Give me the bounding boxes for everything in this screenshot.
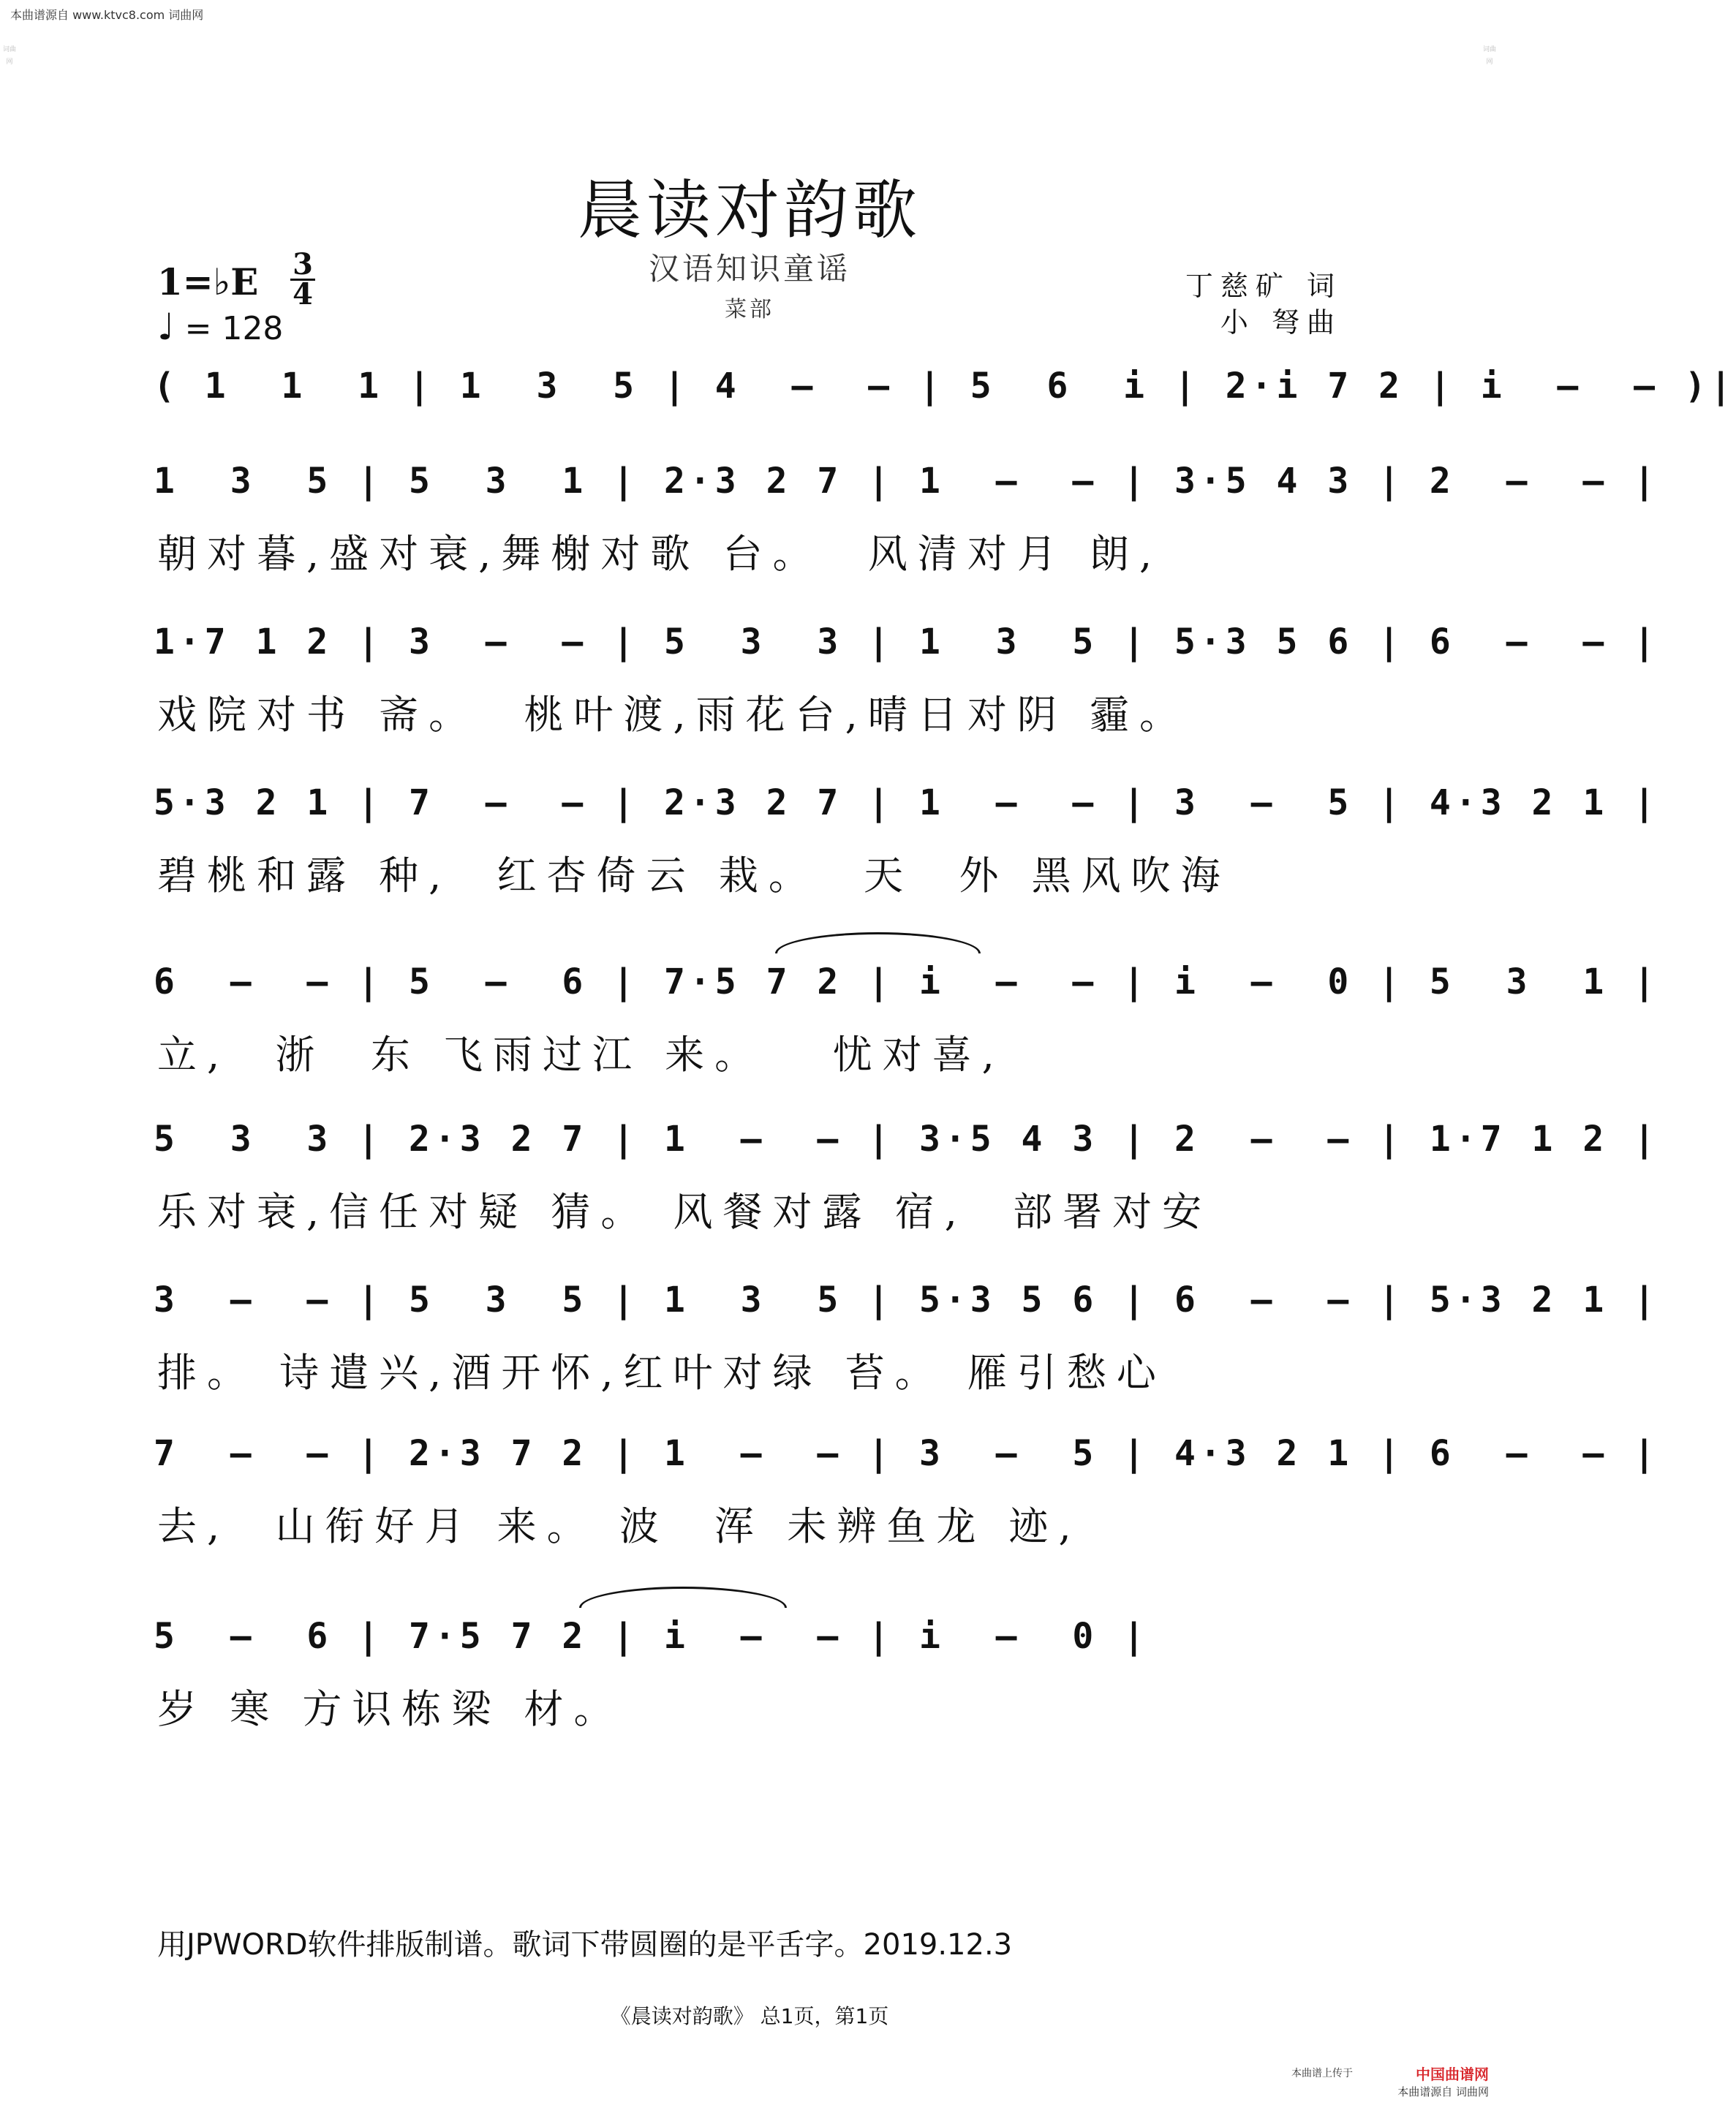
key-signature: 1=♭E bbox=[157, 260, 259, 303]
score-line-2-lyrics: 朝对暮,盛对衰,舞榭对歌 台。 风清对月 朗, bbox=[157, 531, 1163, 577]
footer-note: 用JPWORD软件排版制谱。歌词下带圆圈的是平舌字。2019.12.3 bbox=[157, 1928, 1013, 1962]
right-watermark-strip bbox=[1483, 44, 1496, 2061]
score-line-8-lyrics: 去, 山衔好月 来。 波 浑 未辨鱼龙 迹, bbox=[157, 1503, 1082, 1549]
score-line-3-notes: 1·7 1 2 | 3 – – | 5 3 3 | 1 3 5 | 5·3 5 6 | 6 – – | bbox=[154, 621, 1660, 662]
watermark-top-text: 本曲谱源自 www.ktvc8.com 词曲网 bbox=[10, 8, 204, 22]
tempo-value: = 128 bbox=[184, 310, 284, 347]
upload-text: 本曲谱上传于 bbox=[1291, 2068, 1353, 2079]
arranger-label: 菜部 bbox=[725, 297, 774, 322]
score-line-9-notes: 5 – 6 | 7·5 7 2 | i – – | i – 0 | bbox=[154, 1616, 1150, 1657]
score-line-6-notes: 5 3 3 | 2·3 2 7 | 1 – – | 3·5 4 3 | 2 – – | 1·7 1 2 | bbox=[154, 1119, 1660, 1160]
side-strip-text: 词曲网 bbox=[1483, 46, 1497, 66]
score-line-2-notes: 1 3 5 | 5 3 1 | 2·3 2 7 | 1 – – | 3·5 4 3 | 2 – – | bbox=[154, 461, 1660, 502]
score-line-3-lyrics: 戏院对书 斋。 桃叶渡,雨花台,晴日对阴 霾。 bbox=[157, 692, 1189, 738]
tie-arc bbox=[579, 1587, 787, 1608]
score-line-7-lyrics: 排。 诗遣兴,酒开怀,红叶对绿 苔。 雁引愁心 bbox=[157, 1350, 1166, 1396]
left-watermark-strip bbox=[3, 44, 16, 2061]
tempo-marking bbox=[157, 306, 283, 348]
score-line-4-notes: 5·3 2 1 | 7 – – | 2·3 2 7 | 1 – – | 3 – 5 | 4·3 2 1 | bbox=[154, 782, 1660, 823]
score-line-5-notes: 6 – – | 5 – 6 | 7·5 7 2 | i – – | i – 0 | 5 3 1 | bbox=[154, 961, 1660, 1002]
time-signature bbox=[287, 247, 319, 311]
brand-sub: 本曲谱源自 词曲网 bbox=[1397, 2085, 1489, 2098]
score-line-9-lyrics: 岁 寒 方识栋梁 材。 bbox=[157, 1686, 624, 1732]
score-line-1-notes: ( 1 1 1 | 1 3 5 | 4 – – | 5 6 i | 2·i 7 2 | i – – )| bbox=[154, 366, 1736, 407]
time-signature-top: 3 bbox=[293, 247, 313, 281]
side-strip-text: 词曲网 bbox=[3, 46, 17, 66]
time-signature-bottom: 4 bbox=[293, 277, 313, 311]
tie-arc bbox=[775, 932, 981, 953]
song-title: 晨读对韵歌 bbox=[577, 173, 921, 248]
score-line-8-notes: 7 – – | 2·3 7 2 | 1 – – | 3 – 5 | 4·3 2 1 | 6 – – | bbox=[154, 1433, 1660, 1474]
score-line-6-lyrics: 乐对衰,信任对疑 猜。 风餐对露 宿, 部署对安 bbox=[157, 1189, 1212, 1235]
song-subtitle: 汉语知识童谣 bbox=[648, 251, 850, 287]
lyricist-credit: 丁慈矿 词 bbox=[1185, 270, 1342, 302]
score-line-5-lyrics: 立, 浙 东 飞雨过江 来。 忧对喜, bbox=[157, 1032, 1005, 1078]
brand-name: 中国曲谱网 bbox=[1416, 2066, 1489, 2083]
composer-credit: 小 弩曲 bbox=[1220, 306, 1342, 339]
score-line-7-notes: 3 – – | 5 3 5 | 1 3 5 | 5·3 5 6 | 6 – – | 5·3 2 1 | bbox=[154, 1280, 1660, 1320]
site-logo bbox=[1291, 2063, 1489, 2099]
quarter-note-icon: ♩ bbox=[157, 306, 175, 348]
page-footer: 《晨读对韵歌》 总1页，第1页 bbox=[610, 2004, 889, 2028]
score-line-4-lyrics: 碧桃和露 种, 红杏倚云 栽。 天 外 黑风吹海 bbox=[157, 853, 1231, 899]
